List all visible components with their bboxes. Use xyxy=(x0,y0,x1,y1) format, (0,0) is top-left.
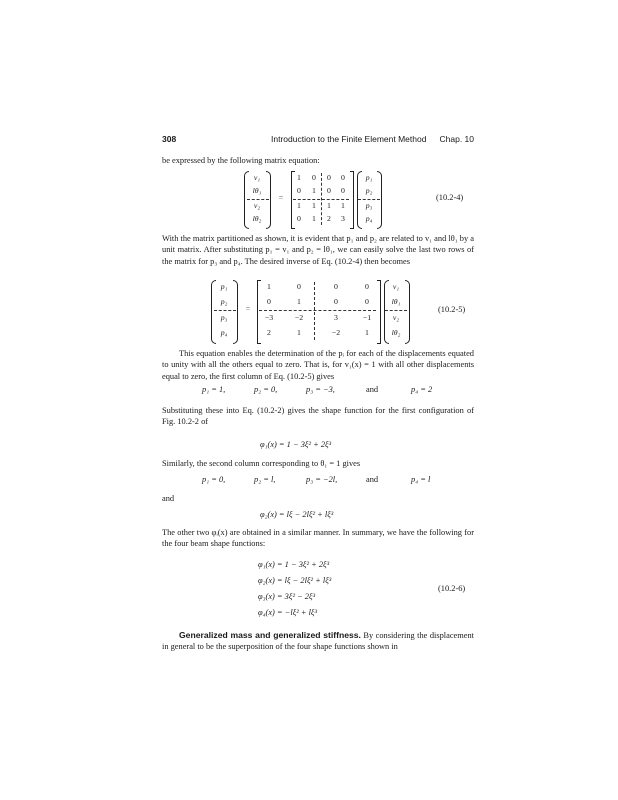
matrix-cell: 1 xyxy=(297,201,301,210)
equation-10-2-6 xyxy=(258,560,388,626)
rhs-entry: lθ₁ xyxy=(391,297,401,306)
matrix-cell: −3 xyxy=(264,313,274,322)
paragraph-summary: The other two φᵢ(x) are obtained in a similar manner. In summary, we have the following for the four beam shape functions: xyxy=(162,528,474,549)
lhs-partition xyxy=(214,310,236,311)
rhs-brace-right xyxy=(405,280,410,344)
equation-10-2-5 xyxy=(211,280,421,344)
rhs-entry: v₂ xyxy=(392,313,400,322)
matrix-cell: 2 xyxy=(327,214,331,223)
matrix-cell: 1 xyxy=(312,214,316,223)
matrix-cell: 1 xyxy=(312,186,316,195)
shape-function-line: φ₃(x) = 3ξ² − 2ξ³ xyxy=(258,592,316,601)
chapter-label: Chap. 10 xyxy=(439,134,474,144)
equation-number: (10.2-5) xyxy=(438,305,466,314)
matrix-cell: 0 xyxy=(327,173,331,182)
matrix-cell: 1 xyxy=(341,201,345,210)
paragraph-section xyxy=(162,630,474,653)
matrix-cell: 0 xyxy=(365,282,369,291)
lhs-entry: p₂ xyxy=(220,297,228,306)
page-header xyxy=(162,134,474,148)
equation-number: (10.2-6) xyxy=(438,584,466,593)
paragraph-determination: This equation enables the determination of the pᵢ for each of the displacements equated to unity with all the others equal to zero. That is, for v₁(x) = 1 with all other displacements equal to zero, the first column of Eq. (10.2-5) gives xyxy=(162,349,474,381)
rhs-brace-right xyxy=(377,171,382,229)
matrix-cell: 0 xyxy=(297,282,301,291)
rhs-entry: p₂ xyxy=(365,186,373,195)
running-title: Introduction to the Finite Element Method xyxy=(271,134,427,144)
lhs-partition xyxy=(247,199,269,200)
matrix-cell: −2 xyxy=(331,328,341,337)
shape-function-line: φ₁(x) = 1 − 3ξ² + 2ξ³ xyxy=(258,560,330,569)
and-word: and xyxy=(366,475,379,484)
matrix-cell: 1 xyxy=(297,297,301,306)
matrix-cell: −1 xyxy=(362,313,372,322)
matrix-cell: 0 xyxy=(297,214,301,223)
value-p2: p₂ = l, xyxy=(254,475,276,484)
matrix-bracket-right xyxy=(350,171,354,229)
equation-10-2-4 xyxy=(244,171,394,229)
value-p1: p₁ = 1, xyxy=(202,385,226,394)
and-word: and xyxy=(366,385,379,394)
matrix-cell: 2 xyxy=(267,328,271,337)
paragraph-and: and xyxy=(162,494,175,503)
lhs-entry: p₁ xyxy=(220,282,228,291)
matrix-cell: 1 xyxy=(312,201,316,210)
rhs-entry: p₁ xyxy=(365,173,373,182)
rhs-partition xyxy=(358,199,380,200)
equation-number: (10.2-4) xyxy=(436,193,464,202)
matrix-partition-v xyxy=(321,173,322,225)
matrix-cell: −2 xyxy=(294,313,304,322)
shape-function-phi1: φ₁(x) = 1 − 3ξ² + 2ξ³ xyxy=(260,440,332,449)
lhs-brace-right xyxy=(233,280,238,344)
paragraph-substituting: Substituting these into Eq. (10.2-2) gives the shape function for the first configuration of Fig. 10.2-2 of xyxy=(162,406,474,427)
shape-function-line: φ₂(x) = lξ − 2lξ² + lξ³ xyxy=(258,576,332,585)
matrix-cell: 0 xyxy=(341,186,345,195)
matrix-cell: 1 xyxy=(297,328,301,337)
rhs-entry: lθ₂ xyxy=(391,328,401,337)
matrix-cell: 1 xyxy=(297,173,301,182)
equals-sign: = xyxy=(245,304,251,313)
matrix-cell: 3 xyxy=(334,313,338,322)
lhs-entry: p₃ xyxy=(220,313,228,322)
values-first-column xyxy=(202,385,452,397)
lhs-entry: p₄ xyxy=(220,328,228,337)
value-p4: p₄ = l xyxy=(411,475,431,484)
value-p3: p₃ = −3, xyxy=(306,385,335,394)
lhs-entry: v₁ xyxy=(253,173,261,182)
matrix-cell: 1 xyxy=(365,328,369,337)
page-number: 308 xyxy=(162,134,177,144)
matrix-cell: 0 xyxy=(334,297,338,306)
matrix-cell: 0 xyxy=(334,282,338,291)
shape-function-phi2: φ₂(x) = lξ − 2lξ² + lξ³ xyxy=(260,510,334,519)
matrix-cell: 0 xyxy=(327,186,331,195)
matrix-partition-h xyxy=(259,310,376,311)
matrix-cell: 0 xyxy=(267,297,271,306)
paragraph-partition: With the matrix partitioned as shown, it is evident that p₁ and p₂ are related to v₁ and lθ₁ by a unit matrix. After substituting p₁ = v₁ and p₂ = lθ₁, we can easily solve the last two rows of the matrix for p₃ and p₄. The desired inverse of Eq. (10.2-4) then becomes xyxy=(162,234,474,266)
lhs-entry: v₂ xyxy=(253,201,261,210)
matrix-cell: 3 xyxy=(341,214,345,223)
paragraph-similarly: Similarly, the second column corresponding to θ₁ = 1 gives xyxy=(162,459,361,468)
matrix-cell: 0 xyxy=(297,186,301,195)
shape-function-line: φ₄(x) = −lξ² + lξ³ xyxy=(258,608,318,617)
values-second-column xyxy=(202,475,452,487)
paragraph-intro: be expressed by the following matrix equation: xyxy=(162,156,320,165)
rhs-partition xyxy=(385,310,407,311)
value-p3: p₃ = −2l, xyxy=(306,475,338,484)
matrix-cell: 0 xyxy=(312,173,316,182)
matrix-partition-v xyxy=(314,282,315,340)
rhs-entry: v₁ xyxy=(392,282,400,291)
rhs-entry: p₄ xyxy=(365,214,373,223)
value-p1: p₁ = 0, xyxy=(202,475,226,484)
matrix-cell: 1 xyxy=(267,282,271,291)
section-heading: Generalized mass and generalized stiffness. xyxy=(179,630,361,640)
rhs-entry: p₃ xyxy=(365,201,373,210)
equals-sign: = xyxy=(278,193,284,202)
matrix-cell: 0 xyxy=(341,173,345,182)
section-text: By considering the displacement in general to be the superposition of the four shape functions shown in xyxy=(162,631,475,652)
lhs-brace-right xyxy=(266,171,271,229)
value-p2: p₂ = 0, xyxy=(254,385,278,394)
value-p4: p₄ = 2 xyxy=(411,385,433,394)
lhs-entry: lθ₂ xyxy=(252,214,262,223)
matrix-cell: 1 xyxy=(327,201,331,210)
matrix-bracket-right xyxy=(377,280,381,344)
lhs-entry: lθ₁ xyxy=(252,186,262,195)
matrix-cell: 0 xyxy=(365,297,369,306)
